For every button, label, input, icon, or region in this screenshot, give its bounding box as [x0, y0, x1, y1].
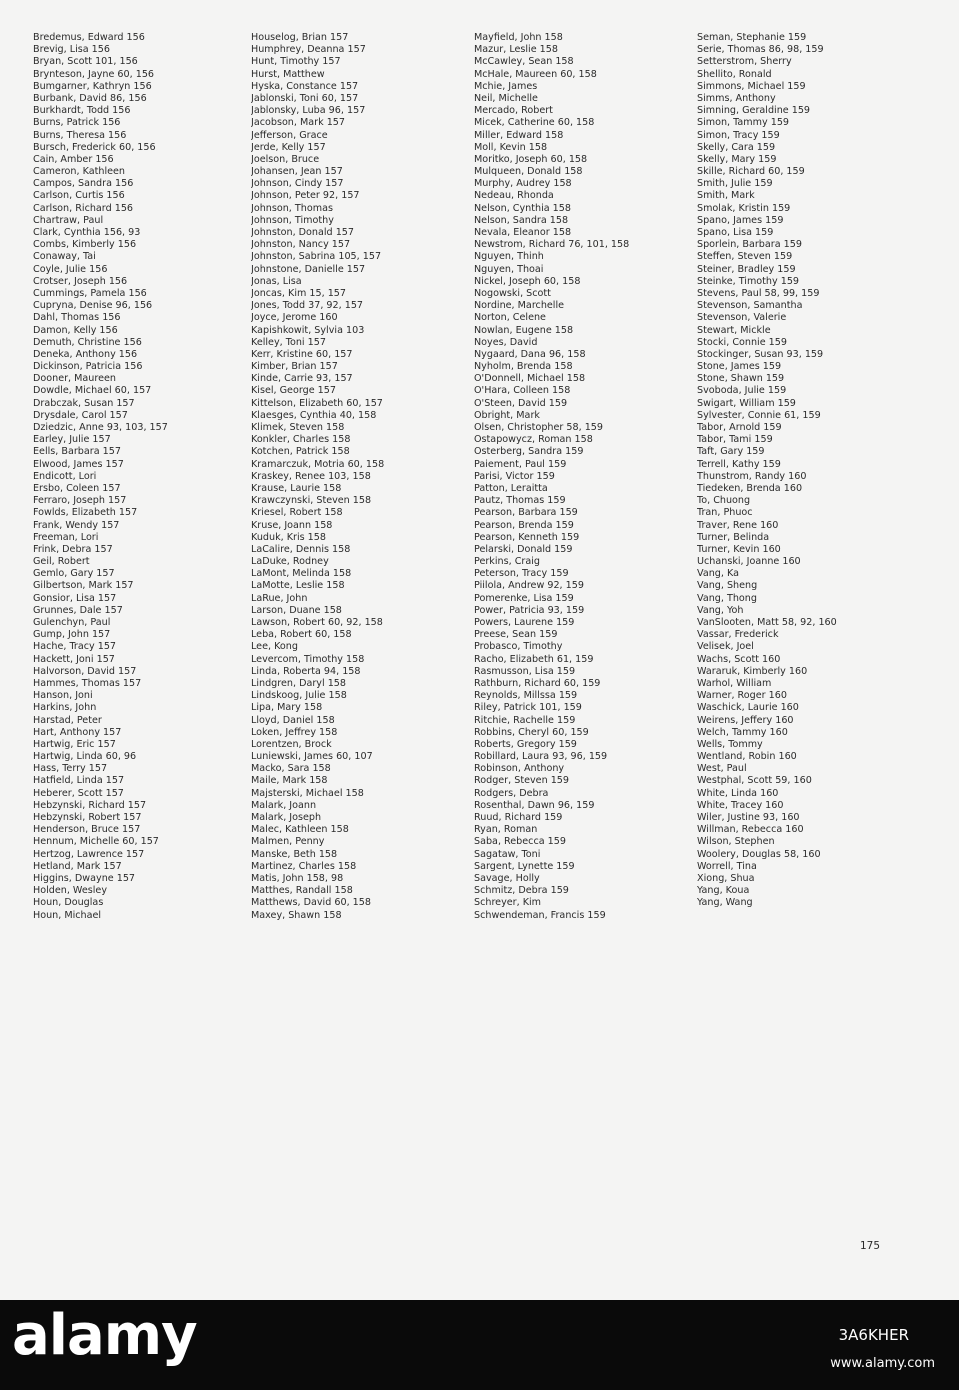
index-entry: Burbank, David 86, 156: [33, 92, 147, 104]
index-entry: Nogowski, Scott: [474, 287, 551, 299]
index-entry: Mazur, Leslie 158: [474, 44, 558, 56]
index-entry: Mulqueen, Donald 158: [474, 166, 583, 178]
index-entry: Obright, Mark: [474, 409, 540, 421]
index-entry: Stockinger, Susan 93, 159: [697, 348, 824, 360]
index-entry: Miller, Edward 158: [474, 129, 564, 141]
index-entry: Preese, Sean 159: [474, 629, 558, 641]
index-entry: Kinde, Carrie 93, 157: [251, 373, 353, 385]
index-entry: Kuduk, Kris 158: [251, 531, 326, 543]
index-entry: Stone, James 159: [697, 361, 782, 373]
index-entry: West, Paul: [697, 763, 747, 775]
index-entry: Patton, Leraitta: [474, 482, 548, 494]
index-entry: Neil, Michelle: [474, 92, 538, 104]
index-entry: Joelson, Bruce: [251, 153, 320, 165]
index-entry: Stewart, Mickle: [697, 324, 771, 336]
index-entry: Reynolds, Millssa 159: [474, 690, 578, 702]
index-entry: Vang, Thong: [697, 592, 757, 604]
index-entry: Linda, Roberta 94, 158: [251, 665, 361, 677]
index-entry: Moll, Kevin 158: [474, 141, 548, 153]
index-entry: Hammes, Thomas 157: [33, 677, 142, 689]
index-entry: Jefferson, Grace: [251, 129, 328, 141]
index-entry: Johansen, Jean 157: [251, 166, 343, 178]
index-entry: Nguyen, Thoai: [474, 263, 544, 275]
index-entry: Kramarczuk, Motria 60, 158: [251, 458, 385, 470]
index-entry: Westphal, Scott 59, 160: [697, 775, 812, 787]
index-entry: Ersbo, Coleen 157: [33, 482, 121, 494]
index-entry: Noyes, David: [474, 336, 538, 348]
index-entry: Cameron, Kathleen: [33, 166, 126, 178]
index-entry: Carlson, Curtis 156: [33, 190, 125, 202]
index-entry: Higgins, Dwayne 157: [33, 872, 136, 884]
index-entry: Rodgers, Debra: [474, 787, 549, 799]
index-column-4: [697, 32, 915, 910]
index-entry: Stevenson, Valerie: [697, 312, 787, 324]
index-entry: Hartwig, Eric 157: [33, 738, 116, 750]
index-entry: Drysdale, Carol 157: [33, 409, 128, 421]
index-entry: Nelson, Sandra 158: [474, 214, 569, 226]
index-entry: Johnston, Sabrina 105, 157: [251, 251, 382, 263]
index-entry: Combs, Kimberly 156: [33, 239, 137, 251]
index-entry: Turner, Belinda: [697, 531, 770, 543]
index-entry: Norton, Celene: [474, 312, 546, 324]
index-entry: O'Donnell, Michael 158: [474, 373, 586, 385]
index-entry: Hart, Anthony 157: [33, 726, 122, 738]
index-entry: Kotchen, Patrick 158: [251, 446, 350, 458]
index-entry: Vang, Yoh: [697, 604, 744, 616]
index-entry: Macko, Sara 158: [251, 763, 331, 775]
index-entry: Clark, Cynthia 156, 93: [33, 227, 141, 238]
index-entry: McHale, Maureen 60, 158: [474, 68, 597, 80]
index-entry: Kittelson, Elizabeth 60, 157: [251, 397, 383, 409]
index-entry: Jonas, Lisa: [251, 275, 302, 287]
index-entry: Skelly, Mary 159: [697, 153, 777, 165]
index-entry: Lorentzen, Brock: [251, 738, 332, 750]
index-entry: Brynteson, Jayne 60, 156: [33, 68, 155, 80]
index-entry: Grunnes, Dale 157: [33, 604, 123, 616]
index-entry: Hyska, Constance 157: [251, 80, 359, 92]
index-entry: Klimek, Steven 158: [251, 422, 345, 433]
index-entry: LaRue, John: [251, 592, 308, 604]
index-entry: White, Tracey 160: [697, 799, 784, 811]
index-entry: O'Steen, David 159: [474, 397, 568, 409]
index-entry: Woolery, Douglas 58, 160: [697, 848, 821, 860]
index-entry: Vang, Ka: [697, 568, 739, 580]
index-entry: Cain, Amber 156: [33, 153, 114, 165]
index-entry: Steffen, Steven 159: [697, 251, 793, 263]
index-entry: Vang, Sheng: [697, 580, 758, 592]
index-entry: Simon, Tammy 159: [697, 117, 790, 129]
index-entry: Conaway, Tai: [33, 251, 96, 263]
index-entry: Demuth, Christine 156: [33, 336, 142, 348]
index-entry: Larson, Duane 158: [251, 604, 342, 616]
index-entry: Burkhardt, Todd 156: [33, 105, 131, 117]
index-entry: Lindgren, Daryl 158: [251, 677, 347, 689]
index-entry: Smolak, Kristin 159: [697, 202, 791, 214]
index-entry: Malmen, Penny: [251, 836, 325, 848]
index-entry: Weirens, Jeffery 160: [697, 714, 794, 726]
index-entry: Power, Patricia 93, 159: [474, 604, 585, 616]
index-column-2: [251, 32, 469, 922]
index-entry: Micek, Catherine 60, 158: [474, 117, 595, 129]
index-entry: Nickel, Joseph 60, 158: [474, 275, 581, 287]
index-entry: Robillard, Laura 93, 96, 159: [474, 751, 608, 763]
index-entry: Osterberg, Sandra 159: [474, 446, 584, 458]
index-entry: Johnson, Thomas: [251, 202, 333, 214]
index-entry: Maxey, Shawn 158: [251, 909, 342, 921]
index-entry: Taft, Gary 159: [697, 446, 765, 458]
index-entry: Burns, Patrick 156: [33, 117, 121, 129]
index-column-1: [33, 32, 251, 922]
index-entry: Simmons, Michael 159: [697, 80, 806, 92]
index-entry: McCawley, Sean 158: [474, 56, 574, 68]
index-entry: Skille, Richard 60, 159: [697, 166, 805, 178]
index-entry: Willman, Rebecca 160: [697, 824, 804, 836]
index-entry: Halvorson, David 157: [33, 665, 137, 677]
index-entry: Warner, Roger 160: [697, 690, 787, 702]
index-entry: Jones, Todd 37, 92, 157: [251, 300, 364, 312]
index-entry: Rathburn, Richard 60, 159: [474, 677, 601, 689]
index-entry: Stevenson, Samantha: [697, 300, 803, 312]
index-entry: Malec, Kathleen 158: [251, 824, 349, 836]
index-entry: Welch, Tammy 160: [697, 726, 788, 738]
index-entry: LaDuke, Rodney: [251, 556, 329, 568]
index-entry: LaCalire, Dennis 158: [251, 543, 351, 555]
index-entry: Nygaard, Dana 96, 158: [474, 348, 586, 360]
index-entry: Nelson, Cynthia 158: [474, 202, 571, 214]
index-entry: Pomerenke, Lisa 159: [474, 592, 574, 604]
index-entry: Kraskey, Renee 103, 158: [251, 470, 371, 482]
index-entry: Hurst, Matthew: [251, 68, 325, 80]
index-entry: Houn, Douglas: [33, 897, 104, 909]
index-entry: Tabor, Tami 159: [697, 434, 773, 446]
index-column-3: [474, 32, 692, 922]
index-entry: Traver, Rene 160: [697, 519, 779, 531]
index-entry: Gilbertson, Mark 157: [33, 580, 134, 592]
index-entry: Nedeau, Rhonda: [474, 190, 554, 202]
index-entry: Endicott, Lori: [33, 470, 97, 482]
index-entry: Crotser, Joseph 156: [33, 275, 128, 287]
index-entry: Manske, Beth 158: [251, 848, 338, 860]
index-entry: Velisek, Joel: [697, 641, 754, 653]
index-entry: Piilola, Andrew 92, 159: [474, 580, 584, 592]
index-entry: Drabczak, Susan 157: [33, 397, 135, 409]
index-entry: Wilson, Stephen: [697, 836, 775, 848]
index-entry: Setterstrom, Sherry: [697, 56, 792, 68]
index-entry: Hertzog, Lawrence 157: [33, 848, 145, 860]
index-entry: Krause, Laurie 158: [251, 482, 342, 494]
index-entry: Skelly, Cara 159: [697, 141, 776, 153]
index-entry: Nevala, Eleanor 158: [474, 227, 572, 238]
index-entry: Serie, Thomas 86, 98, 159: [697, 44, 824, 56]
index-entry: Deneka, Anthony 156: [33, 348, 138, 360]
index-entry: Parisi, Victor 159: [474, 470, 555, 482]
index-entry: Hunt, Timothy 157: [251, 56, 341, 68]
index-entry: Sylvester, Connie 61, 159: [697, 409, 821, 421]
index-entry: Lee, Kong: [251, 641, 298, 653]
index-entry: Gump, John 157: [33, 629, 111, 641]
index-entry: Hebzynski, Richard 157: [33, 799, 147, 811]
index-entry: Yang, Wang: [697, 897, 753, 909]
index-entry: Loken, Jeffrey 158: [251, 726, 338, 738]
index-entry: Shellito, Ronald: [697, 68, 772, 80]
index-entry: Frank, Wendy 157: [33, 519, 120, 531]
index-entry: Yang, Koua: [697, 885, 750, 897]
index-entry: Lindskoog, Julie 158: [251, 690, 347, 702]
index-entry: Nowlan, Eugene 158: [474, 324, 574, 336]
index-entry: Martinez, Charles 158: [251, 860, 357, 872]
index-entry: Johnson, Cindy 157: [251, 178, 344, 190]
index-entry: Dahl, Thomas 156: [33, 312, 121, 324]
index-entry: Hetland, Mark 157: [33, 860, 122, 872]
index-entry: Coyle, Julie 156: [33, 263, 108, 275]
index-entry: Roberts, Gregory 159: [474, 738, 577, 750]
index-entry: Schreyer, Kim: [474, 897, 542, 909]
index-entry: Ferraro, Joseph 157: [33, 495, 127, 507]
index-entry: Probasco, Timothy: [474, 641, 563, 653]
index-entry: Cupryna, Denise 96, 156: [33, 300, 153, 312]
index-entry: Sargent, Lynette 159: [474, 860, 575, 872]
index-entry: Hartwig, Linda 60, 96: [33, 751, 137, 763]
index-entry: Damon, Kelly 156: [33, 324, 118, 336]
page-number: 175: [860, 1240, 881, 1252]
index-entry: Brevig, Lisa 156: [33, 44, 110, 56]
index-entry: Schmitz, Debra 159: [474, 885, 569, 897]
index-entry: Robbins, Cheryl 60, 159: [474, 726, 589, 738]
index-entry: Fowlds, Elizabeth 157: [33, 507, 138, 519]
index-entry: Kisel, George 157: [251, 385, 336, 397]
index-entry: Swigart, William 159: [697, 397, 796, 409]
index-entry: Rodger, Steven 159: [474, 775, 570, 787]
index-entry: Murphy, Audrey 158: [474, 178, 572, 190]
index-entry: LaMotte, Leslie 158: [251, 580, 345, 592]
index-entry: Sporlein, Barbara 159: [697, 239, 802, 251]
index-entry: Mchie, James: [474, 80, 538, 92]
index-entry: Jablonski, Toni 60, 157: [251, 92, 359, 104]
index-entry: Matthes, Randall 158: [251, 885, 353, 897]
index-entry: Tiedeken, Brenda 160: [697, 482, 803, 494]
index-entry: Konkler, Charles 158: [251, 434, 351, 446]
index-entry: Steiner, Bradley 159: [697, 263, 796, 275]
index-entry: VanSlooten, Matt 58, 92, 160: [697, 617, 837, 628]
index-entry: Henderson, Bruce 157: [33, 824, 141, 836]
index-entry: Sagataw, Toni: [474, 848, 541, 860]
index-entry: Smith, Julie 159: [697, 178, 773, 190]
index-entry: Jerde, Kelly 157: [251, 141, 326, 153]
index-entry: Kriesel, Robert 158: [251, 507, 343, 519]
index-entry: Seman, Stephanie 159: [697, 32, 807, 43]
index-entry: Tran, Phuoc: [697, 507, 753, 519]
index-entry: Gemlo, Gary 157: [33, 568, 115, 580]
index-entry: Houn, Michael: [33, 909, 102, 921]
index-entry: Wararuk, Kimberly 160: [697, 665, 808, 677]
index-entry: Hackett, Joni 157: [33, 653, 115, 665]
index-entry: Johnson, Peter 92, 157: [251, 190, 360, 202]
index-entry: Harstad, Peter: [33, 714, 102, 726]
index-entry: Xiong, Shua: [697, 872, 755, 884]
watermark-image-id: 3A6KHER: [838, 1326, 909, 1344]
index-entry: Simon, Tracy 159: [697, 129, 780, 141]
index-entry: Gulenchyn, Paul: [33, 617, 111, 628]
index-entry: Hennum, Michelle 60, 157: [33, 836, 159, 848]
index-entry: Uchanski, Joanne 160: [697, 556, 801, 568]
index-entry: Simning, Geraldine 159: [697, 105, 811, 117]
index-entry: Joyce, Jerome 160: [251, 312, 338, 324]
index-entry: Bumgarner, Kathryn 156: [33, 80, 152, 92]
index-entry: Cummings, Pamela 156: [33, 287, 147, 299]
index-entry: Pearson, Barbara 159: [474, 507, 578, 519]
index-entry: Bursch, Frederick 60, 156: [33, 141, 156, 153]
index-entry: Spano, James 159: [697, 214, 784, 226]
index-entry: Kerr, Kristine 60, 157: [251, 348, 353, 360]
index-entry: Hebzynski, Robert 157: [33, 812, 142, 823]
index-entry: Newstrom, Richard 76, 101, 158: [474, 239, 630, 251]
index-entry: Majsterski, Michael 158: [251, 787, 364, 799]
index-entry: Savage, Holly: [474, 872, 540, 884]
index-entry: Dowdle, Michael 60, 157: [33, 385, 152, 397]
index-entry: Joncas, Kim 15, 157: [251, 287, 347, 299]
index-entry: Mayfield, John 158: [474, 32, 563, 43]
index-entry: Spano, Lisa 159: [697, 227, 774, 238]
index-entry: Moritko, Joseph 60, 158: [474, 153, 588, 165]
index-entry: Eells, Barbara 157: [33, 446, 121, 458]
index-entry: Ostapowycz, Roman 158: [474, 434, 593, 446]
index-entry: Wentland, Robin 160: [697, 751, 797, 763]
index-entry: Burns, Theresa 156: [33, 129, 127, 141]
index-entry: Malark, Joann: [251, 799, 317, 811]
index-entry: Bryan, Scott 101, 156: [33, 56, 138, 68]
index-entry: Luniewski, James 60, 107: [251, 751, 373, 763]
index-entry: Maile, Mark 158: [251, 775, 328, 787]
index-entry: Wachs, Scott 160: [697, 653, 781, 665]
index-entry: White, Linda 160: [697, 787, 779, 799]
index-entry: Paiement, Paul 159: [474, 458, 567, 470]
index-entry: Svoboda, Julie 159: [697, 385, 787, 397]
index-entry: Peterson, Tracy 159: [474, 568, 569, 580]
index-entry: Holden, Wesley: [33, 885, 107, 897]
index-entry: Humphrey, Deanna 157: [251, 44, 366, 56]
index-entry: Perkins, Craig: [474, 556, 540, 568]
index-entry: Thunstrom, Randy 160: [697, 470, 807, 482]
index-entry: Matthews, David 60, 158: [251, 897, 371, 909]
index-entry: Klaesges, Cynthia 40, 158: [251, 409, 377, 421]
index-entry: Schwendeman, Francis 159: [474, 909, 606, 921]
index-entry: Ryan, Roman: [474, 824, 538, 836]
index-entry: Gonsior, Lisa 157: [33, 592, 117, 604]
index-entry: Lloyd, Daniel 158: [251, 714, 335, 726]
index-entry: Jacobson, Mark 157: [251, 117, 346, 129]
index-entry: Harkins, John: [33, 702, 97, 714]
index-entry: Racho, Elizabeth 61, 159: [474, 653, 594, 665]
index-entry: Mercado, Robert: [474, 105, 553, 117]
index-entry: Heberer, Scott 157: [33, 787, 124, 799]
index-entry: Robinson, Anthony: [474, 763, 565, 775]
index-entry: Frink, Debra 157: [33, 543, 113, 555]
index-entry: Wiler, Justine 93, 160: [697, 812, 800, 823]
index-entry: Kapishkowit, Sylvia 103: [251, 324, 365, 336]
index-entry: Leba, Robert 60, 158: [251, 629, 352, 641]
index-entry: Jablonsky, Luba 96, 157: [251, 105, 366, 117]
index-entry: Tabor, Arnold 159: [697, 422, 782, 433]
index-entry: Stone, Shawn 159: [697, 373, 785, 385]
index-entry: Kimber, Brian 157: [251, 361, 338, 373]
index-entry: Rasmusson, Lisa 159: [474, 665, 576, 677]
index-entry: Lipa, Mary 158: [251, 702, 323, 714]
index-entry: Terrell, Kathy 159: [697, 458, 781, 470]
index-entry: Johnson, Timothy: [251, 214, 334, 226]
index-entry: Kelley, Toni 157: [251, 336, 326, 348]
index-entry: Smith, Mark: [697, 190, 755, 202]
index-entry: Olsen, Christopher 58, 159: [474, 422, 604, 433]
index-entry: Hass, Terry 157: [33, 763, 108, 775]
index-entry: Saba, Rebecca 159: [474, 836, 566, 848]
index-entry: Campos, Sandra 156: [33, 178, 134, 190]
index-entry: Levercom, Timothy 158: [251, 653, 365, 665]
index-entry: Hatfield, Linda 157: [33, 775, 125, 787]
index-entry: Pautz, Thomas 159: [474, 495, 566, 507]
index-entry: Nyholm, Brenda 158: [474, 361, 573, 373]
index-entry: Dziedzic, Anne 93, 103, 157: [33, 422, 168, 433]
index-entry: Johnstone, Danielle 157: [251, 263, 366, 275]
index-entry: Malark, Joseph: [251, 812, 322, 823]
index-entry: Chartraw, Paul: [33, 214, 104, 226]
index-entry: Ruud, Richard 159: [474, 812, 563, 823]
index-entry: Turner, Kevin 160: [697, 543, 781, 555]
index-entry: Warhol, William: [697, 677, 772, 689]
index-entry: Matis, John 158, 98: [251, 872, 344, 884]
index-entry: Riley, Patrick 101, 159: [474, 702, 582, 714]
index-entry: Ritchie, Rachelle 159: [474, 714, 576, 726]
index-entry: Wells, Tommy: [697, 738, 763, 750]
index-entry: Johnston, Nancy 157: [251, 239, 351, 251]
index-entry: Pearson, Kenneth 159: [474, 531, 580, 543]
index-entry: Carlson, Richard 156: [33, 202, 134, 214]
index-entry: Pearson, Brenda 159: [474, 519, 574, 531]
index-entry: Geil, Robert: [33, 556, 90, 568]
watermark-logo: alamy: [12, 1303, 197, 1368]
index-entry: To, Chuong: [697, 495, 751, 507]
index-entry: Freeman, Lori: [33, 531, 99, 543]
index-entry: Vassar, Frederick: [697, 629, 779, 641]
index-entry: Simms, Anthony: [697, 92, 776, 104]
index-entry: Nguyen, Thinh: [474, 251, 544, 263]
index-entry: Elwood, James 157: [33, 458, 124, 470]
index-entry: Nordine, Marchelle: [474, 300, 565, 312]
index-entry: LaMont, Melinda 158: [251, 568, 352, 580]
index-entry: Hanson, Joni: [33, 690, 93, 702]
index-entry: Earley, Julie 157: [33, 434, 111, 446]
index-entry: Worrell, Tina: [697, 860, 757, 872]
index-entry: Stevens, Paul 58, 99, 159: [697, 287, 820, 299]
index-entry: Johnston, Donald 157: [251, 227, 355, 238]
index-entry: Krawczynski, Steven 158: [251, 495, 372, 507]
index-entry: Bredemus, Edward 156: [33, 32, 145, 43]
index-entry: Dooner, Maureen: [33, 373, 117, 385]
index-entry: Lawson, Robert 60, 92, 158: [251, 617, 383, 628]
index-entry: Powers, Laurene 159: [474, 617, 575, 628]
index-entry: Stocki, Connie 159: [697, 336, 787, 348]
index-entry: Dickinson, Patricia 156: [33, 361, 143, 373]
index-entry: Rosenthal, Dawn 96, 159: [474, 799, 595, 811]
index-entry: Pelarski, Donald 159: [474, 543, 573, 555]
index-entry: O'Hara, Colleen 158: [474, 385, 571, 397]
index-entry: Waschick, Laurie 160: [697, 702, 799, 714]
index-entry: Hache, Tracy 157: [33, 641, 117, 653]
index-entry: Houselog, Brian 157: [251, 32, 349, 43]
index-entry: Steinke, Timothy 159: [697, 275, 800, 287]
watermark-url: www.alamy.com: [830, 1356, 935, 1371]
index-entry: Kruse, Joann 158: [251, 519, 333, 531]
